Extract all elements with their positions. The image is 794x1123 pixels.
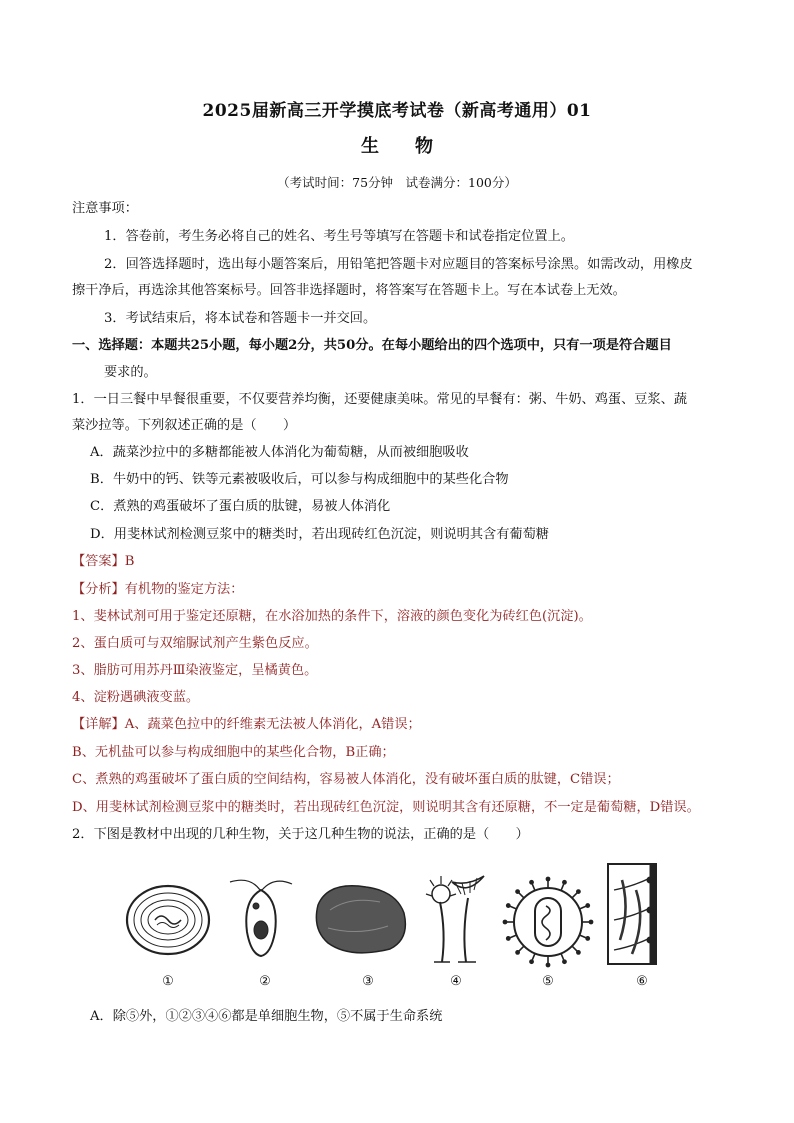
organism-6-illustration: [608, 864, 656, 964]
figure-label-4: ④: [450, 974, 462, 989]
analysis-point: 3、脂肪可用苏丹Ⅲ染液鉴定，呈橘黄色。: [72, 663, 318, 678]
virus-spike-head: [503, 920, 508, 925]
virus-spike-head: [506, 903, 511, 908]
notice-item: 2．回答选择题时，选出每小题答案后，用铅笔把答题卡对应题目的答案标号涂黑。如需改动，用橡皮: [104, 257, 693, 272]
question-2-stem: 2．下图是教材中出现的几种生物，关于这几种生物的说法，正确的是（ ）: [72, 827, 529, 842]
answer-tag: 【答案】: [72, 554, 125, 569]
virus-spike-head: [529, 959, 534, 964]
virus-spike-head: [562, 959, 567, 964]
question-2-option-a: A．除⑤外，①②③④⑥都是单细胞生物，⑤不属于生命系统: [90, 1009, 443, 1024]
detail-tag: 【详解】: [72, 717, 125, 732]
answer-value: B: [124, 554, 135, 569]
virus-spike-head: [576, 889, 581, 894]
answer-line: [72, 553, 732, 571]
analysis-tag: 【分析】: [72, 582, 125, 597]
virus-spike-head: [515, 950, 520, 955]
organism-4-illustration: [426, 876, 484, 962]
exam-title: 2025届新高三开学摸底考试卷（新高考通用）01: [202, 101, 592, 121]
figure-label-2: ②: [259, 974, 271, 989]
analysis-point: 2、蛋白质可与双缩脲试剂产生紫色反应。: [72, 636, 318, 651]
question-1-option-c: C．煮熟的鸡蛋破坏了蛋白质的肽键，易被人体消化: [90, 499, 391, 514]
organisms-illustration: [0, 850, 794, 975]
analysis-intro: 有机物的鉴定方法：: [124, 582, 244, 597]
subject-heading: 生 物: [361, 136, 433, 157]
notice-item-continued: 擦干净后，再选涂其他答案标号。回答非选择题时，将答案写在答题卡上。写在本试卷上无效。: [72, 283, 626, 298]
organism-1-illustration: [127, 886, 209, 954]
analysis-point: 1、斐林试剂可用于鉴定还原糖，在水浴加热的条件下，溶液的颜色变化为砖红色(沉淀)。: [72, 609, 592, 624]
section-heading-continued: 要求的。: [104, 365, 157, 380]
question-1-option-d: D．用斐林试剂检测豆浆中的糖类时，若出现砖红色沉淀，则说明其含有葡萄糖: [90, 527, 549, 542]
question-1-stem-continued: 菜沙拉等。下列叙述正确的是（ ）: [72, 418, 297, 433]
notice-item: 3．考试结束后，将本试卷和答题卡一并交回。: [104, 311, 377, 326]
analysis-line: [72, 581, 732, 599]
detail-line: [72, 716, 732, 734]
question-1-option-a: A．蔬菜沙拉中的多糖都能被人体消化为葡萄糖，从而被细胞吸收: [90, 445, 469, 460]
question-1-stem: 1．一日三餐中早餐很重要，不仅要营养均衡，还要健康美味。常见的早餐有：粥、牛奶、鸡蛋、豆浆、蔬: [72, 392, 688, 407]
organisms-figure: [0, 850, 794, 990]
virus-spike-head: [585, 903, 590, 908]
detail-point: C、煮熟的鸡蛋破坏了蛋白质的空间结构，容易被人体消化，没有破坏蛋白质的肽键，C错误；: [72, 772, 620, 787]
organism-5-illustration: [503, 877, 594, 968]
virus-spike-head: [546, 877, 551, 882]
virus-spike-head: [589, 920, 594, 925]
notice-item: 1．答卷前，考生务必将自己的姓名、考生号等填写在答题卡和试卷指定位置上。: [104, 229, 574, 244]
detail-point: B、无机盐可以参与构成细胞中的某些化合物，B正确；: [72, 745, 395, 760]
virus-spike-head: [562, 880, 567, 885]
virus-spike-head: [515, 889, 520, 894]
figure-label-5: ⑤: [542, 974, 554, 989]
figure-label-3: ③: [362, 974, 374, 989]
question-1-option-b: B．牛奶中的钙、铁等元素被吸收后，可以参与构成细胞中的某些化合物: [90, 472, 509, 487]
exam-info: （考试时间：75分钟 试卷满分：100分）: [277, 175, 517, 190]
organism-2-illustration: [230, 880, 292, 956]
virus-spike-head: [585, 936, 590, 941]
organism-3-illustration: [316, 886, 405, 953]
detail-point: A、蔬菜色拉中的纤维素无法被人体消化，A错误；: [124, 717, 421, 732]
section-heading: 一、选择题：本题共25小题，每小题2分，共50分。在每小题给出的四个选项中，只有一项是符合题目: [72, 338, 672, 353]
notice-heading: 注意事项：: [72, 201, 138, 216]
figure-label-6: ⑥: [636, 974, 648, 989]
analysis-point: 4、淀粉遇碘液变蓝。: [72, 690, 200, 705]
virus-spike-head: [576, 950, 581, 955]
virus-spike-head: [529, 880, 534, 885]
virus-spike-head: [506, 936, 511, 941]
figure-label-1: ①: [162, 974, 174, 989]
detail-point: D、用斐林试剂检测豆浆中的糖类时，若出现砖红色沉淀，则说明其含有还原糖，不一定是葡萄糖，D错误。: [72, 800, 700, 815]
virus-spike-head: [546, 963, 551, 968]
